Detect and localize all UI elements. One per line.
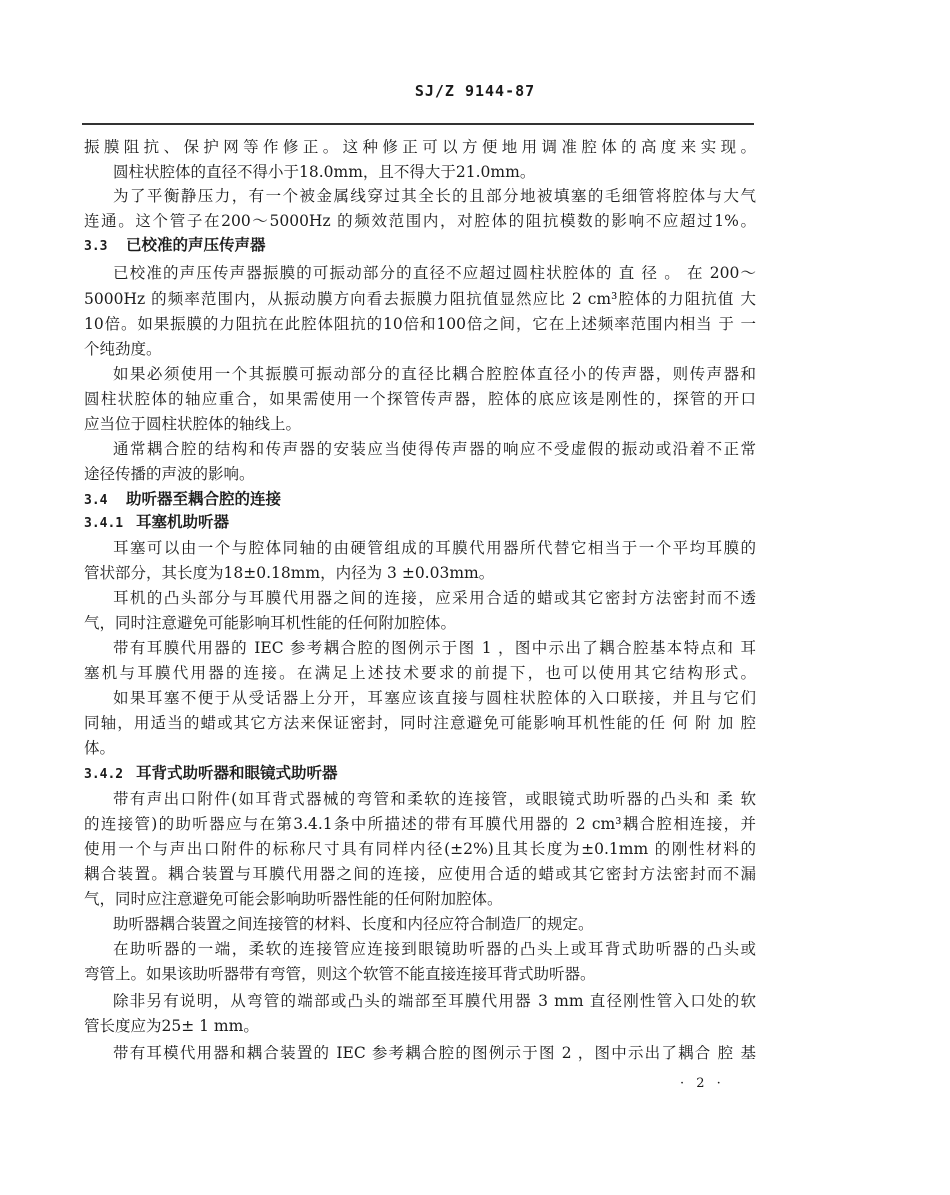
section-title: 助听器至耦合腔的连接	[126, 489, 282, 508]
section-number: 3.4	[84, 493, 108, 508]
section-heading-3-4-2	[84, 763, 756, 785]
section-number: 3.4.1	[84, 516, 124, 531]
text-line: 管长度应为25± 1 mm。	[84, 1017, 259, 1035]
text-line: 途径传播的声波的影响。	[84, 465, 255, 483]
text-line: 气，同时注意避免可能影响耳机性能的任何附加腔体。	[84, 614, 457, 632]
text-line: 已校准的声压传声器振膜的可振动部分的直径不应超过圆柱状腔体的 直 径 。 在 200～	[113, 264, 756, 282]
text-line: 耳塞可以由一个与腔体同轴的由硬管组成的耳膜代用器所代替它相当于一个平均耳膜的	[113, 539, 756, 557]
section-heading-3-4-1	[84, 512, 756, 534]
text-line: 圆柱状腔体的直径不得小于18.0mm，且不得大于21.0mm。	[113, 163, 536, 181]
text-line: 圆柱状腔体的轴应重合，如果需使用一个探管传声器，腔体的底应该是刚性的，探管的开口	[84, 390, 756, 408]
text-line: 同轴，用适当的蜡或其它方法来保证密封，同时注意避免可能影响耳机性能的任 何 附 加 腔	[84, 714, 756, 732]
text-line: 振膜阻抗、保护网等作修正。这种修正可以方便地用调准腔体的高度来实现。	[84, 138, 756, 156]
text-line: 管状部分，其长度为18±0.18mm，内径为 3 ±0.03mm。	[84, 564, 495, 582]
text-line: 塞机与耳膜代用器的连接。在满足上述技术要求的前提下，也可以使用其它结构形式。	[84, 664, 756, 682]
section-number: 3.4.2	[84, 767, 124, 782]
text-line: 弯管上。如果该助听器带有弯管，则这个软管不能直接连接耳背式助听器。	[84, 965, 596, 983]
section-number: 3.3	[84, 239, 108, 254]
text-line: 5000Hz 的频率范围内，从振动膜方向看去振膜力阻抗值显然应比 2 cm³腔体的力阻抗值 大	[84, 290, 756, 308]
section-title: 耳背式助听器和眼镜式助听器	[136, 763, 338, 782]
text-line: 体。	[84, 739, 116, 757]
text-line: 带有耳模代用器和耦合装置的 IEC 参考耦合腔的图例示于图 2 ，图中示出了耦合 腔 基	[113, 1044, 756, 1062]
text-line: 如果必须使用一个其振膜可振动部分的直径比耦合腔腔体直径小的传声器，则传声器和	[113, 365, 756, 383]
text-line: 带有耳膜代用器的 IEC 参考耦合腔的图例示于图 1 ，图中示出了耦合腔基本特点和 耳	[113, 639, 756, 657]
text-line: 为了平衡静压力，有一个被金属线穿过其全长的且部分地被填塞的毛细管将腔体与大气	[113, 187, 756, 205]
text-line: 耦合装置。耦合装置与耳膜代用器之间的连接，应使用合适的蜡或其它密封方法密封而不漏	[84, 865, 756, 883]
text-line: 气，同时应注意避免可能会影响助听器性能的任何附加腔体。	[84, 890, 503, 908]
text-line: 使用一个与声出口附件的标称尺寸具有同样内径(±2%)且其长度为±0.1mm 的刚性材料的	[84, 840, 756, 858]
text-line: 带有声出口附件(如耳背式器械的弯管和柔软的连接管，或眼镜式助听器的凸头和 柔 软	[113, 790, 756, 808]
text-line: 的连接管)的助听器应与在第3.4.1条中所描述的带有耳膜代用器的 2 cm³耦合腔相连接，并	[84, 815, 756, 833]
text-line: 10倍。如果振膜的力阻抗在此腔体阻抗的10倍和100倍之间，它在上述频率范围内相当 于 一	[84, 315, 756, 333]
section-title: 耳塞机助听器	[136, 512, 230, 531]
header-rule	[82, 123, 754, 125]
text-line: 通常耦合腔的结构和传声器的安装应当使得传声器的响应不受虚假的振动或沿着不正常	[113, 440, 756, 458]
text-line: 连通。这个管子在200～5000Hz 的频效范围内，对腔体的阻抗模数的影响不应超过1%。	[84, 212, 756, 230]
text-line: 助听器耦合装置之间连接管的材料、长度和内径应符合制造厂的规定。	[113, 915, 594, 933]
text-line: 个纯劲度。	[84, 340, 162, 358]
section-heading-3-4	[84, 489, 756, 511]
text-line: 除非另有说明，从弯管的端部或凸头的端部至耳膜代用器 3 mm 直径刚性管入口处的软	[113, 992, 756, 1010]
document-code-header: SJ/Z 9144-87	[414, 82, 536, 100]
section-heading-3-3	[84, 235, 756, 257]
text-line: 如果耳塞不便于从受话器上分开，耳塞应该直接与圆柱状腔体的入口联接，并且与它们	[113, 689, 756, 707]
text-line: 耳机的凸头部分与耳膜代用器之间的连接，应采用合适的蜡或其它密封方法密封而不透	[113, 589, 756, 607]
section-title: 已校准的声压传声器	[126, 235, 266, 254]
text-line: 应当位于圆柱状腔体的轴线上。	[84, 415, 302, 433]
page-number: · 2 ·	[680, 1076, 725, 1091]
text-line: 在助听器的一端，柔软的连接管应连接到眼镜助听器的凸头上或耳背式助听器的凸头或	[113, 940, 756, 958]
